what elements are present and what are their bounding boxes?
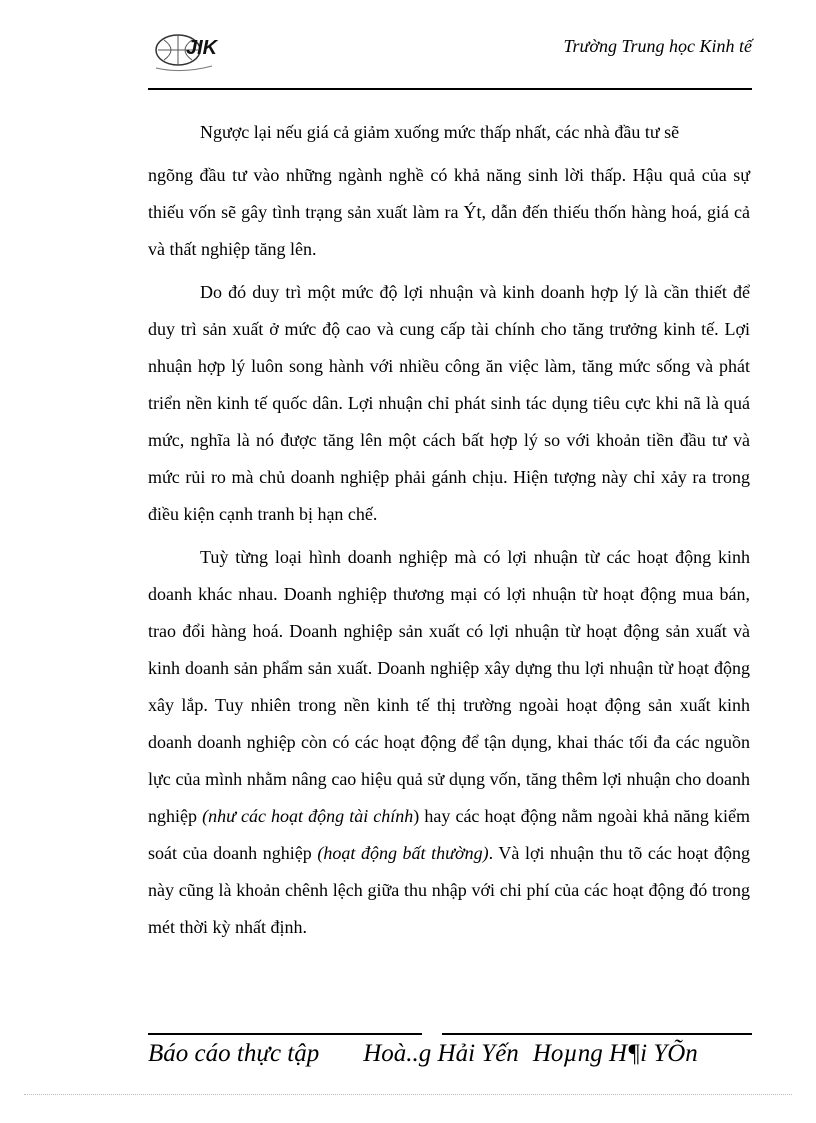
footer-divider-right [442, 1033, 752, 1035]
paragraph-2: Do đó duy trì một mức độ lợi nhuận và kinh doanh hợp lý là cần thiết để duy trì sản xuất ở mức độ cao và cung cấp tài chính cho tăng trưởng kinh tế. Lợi nhuận hợp lý luôn song hành với nhiều công ăn việc làm, tăng mức sống và phát triển nền kinh tế quốc dân. Lợi nhuận chỉ phát sinh tác dụng tiêu cực khi nã là quá mức, nghĩa là nó được tăng lên một cách bất hợp lý so với khoản tiền đầu tư và mức rủi ro mà chủ doanh nghiệp phải gánh chịu. Hiện tượng này chỉ xảy ra trong điều kiện cạnh tranh bị hạn chế. [148, 282, 750, 524]
paragraph-1 [148, 114, 750, 151]
paragraph-3 [148, 539, 750, 946]
document-body [148, 114, 750, 952]
paragraph-1-first-line: Ngược lại nếu giá cả giảm xuống mức thấp nhất, các nhà đầu tư sẽ [200, 122, 680, 142]
school-logo [152, 30, 224, 74]
footer-divider-left [148, 1033, 422, 1035]
paragraph-3-part-c: . Và lợi nhuận thu tõ các hoạt động này cũng là khoản chênh lệch giữa thu nhập với chi phí của các hoạt động đó trong mét thời kỳ nhất định. [148, 843, 751, 937]
paragraph-3-part-b: ) hay các hoạt động nằm ngoài khả năng kiểm soát của doanh nghiệp [148, 806, 750, 863]
paragraph-1-continued: ngõng đầu tư vào những ngành nghề có khả năng sinh lời thấp. Hậu quả của sự thiếu vốn sẽ gây tình trạng sản xuất làm ra Ýt, dẫn đến thiếu thốn hàng hoá, giá cả và thất nghiệp tăng lên. [148, 165, 750, 259]
paragraph-3-italic-2: (hoạt động bất thường) [317, 843, 489, 863]
page-footer [148, 1040, 768, 1068]
footer-report-label: Báo cáo thực tập [148, 1040, 320, 1067]
paragraph-3-part-a: Tuỳ từng loại hình doanh nghiệp mà có lợi nhuận từ các hoạt động kinh doanh khác nhau. Doanh nghiệp thương mại có lợi nhuận từ hoạt động mua bán, trao đổi hàng hoá. Doanh nghiệp sản xuất có lợi nhuận từ hoạt động sản xuất và kinh doanh sản phẩm sản xuất. Doanh nghiệp xây dựng thu lợi nhuận từ hoạt động xây lắp. Tuy nhiên trong nền kinh tế thị trường ngoài hoạt động sản xuất kinh doanh doanh nghiệp còn có các hoạt động để tận dụng, khai thác tối đa các nguồn lực của mình nhằm nâng cao hiệu quả sử dụng vốn, tăng thêm lợi nhuận cho doanh nghiệp [148, 547, 750, 826]
page-bottom-border [24, 1094, 792, 1095]
header-divider [148, 88, 752, 90]
footer-author-name: Hoà..g Hải Yến [363, 1040, 519, 1067]
logo-text: JIK [186, 37, 218, 59]
school-name: Trường Trung học Kinh tế [563, 36, 752, 56]
paragraph-3-italic-1: (như các hoạt động tài chính [202, 806, 414, 826]
footer-author-name-encoded: Hoµng H¶i YÕn [532, 1040, 698, 1067]
